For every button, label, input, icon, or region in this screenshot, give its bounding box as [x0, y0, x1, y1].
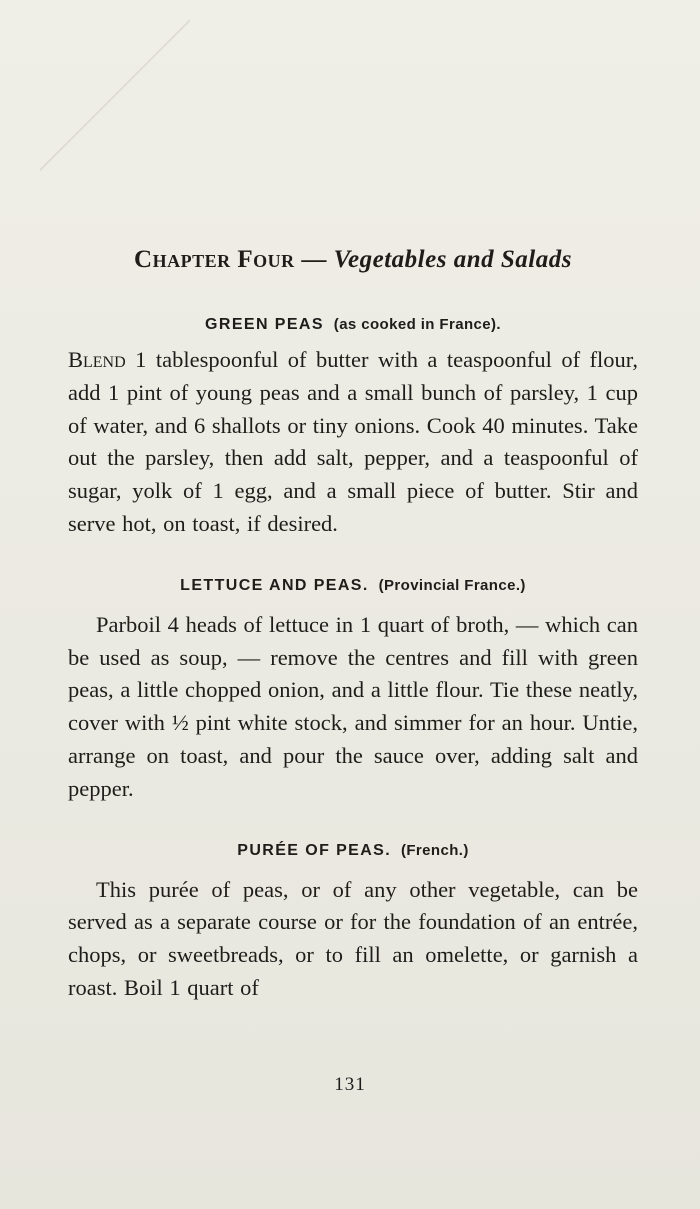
recipe-body-puree-of-peas: This purée of peas, or of any other vegetable, can be served as a separate course or for the foundation of an entrée, chops, or sweetbreads, or to fill an omelette, or garnish a roast. Boil 1 quart of: [68, 876, 638, 1000]
recipe-title-text: LETTUCE AND PEAS.: [180, 576, 369, 594]
recipe-title-puree-of-peas: [68, 842, 638, 860]
recipe-title-lettuce-and-peas: [68, 577, 638, 595]
recipe-title-text: GREEN PEAS: [205, 316, 324, 333]
recipe-title-note: (Provincial France.): [378, 576, 526, 594]
recipe-lead-word: Blend: [68, 347, 126, 372]
recipe-title-note: (as cooked in France).: [333, 316, 501, 333]
chapter-label: Chapter Four: [134, 246, 295, 273]
recipe-body-lettuce-and-peas: Parboil 4 heads of lettuce in 1 quart of broth, — which can be used as soup, — remove the centres and fill with green peas, a little chopped onion, and a little flour. Tie these neatly, cover with ½ pint white stock, and simmer for an hour. Untie, arrange on toast, and pour the sauce over, adding salt and pepper.: [68, 611, 638, 801]
recipe-body-text: 1 tablespoonful of butter with a teaspoonful of flour, add 1 pint of young peas and a small bunch of parsley, 1 cup of water, and 6 shallots or tiny onions. Cook 40 minutes. Take out the parsley, then add salt, pepper, and a teaspoonful of sugar, yolk of 1 egg, and a small piece of butter. Stir and serve hot, on toast, if desired.: [68, 347, 638, 536]
recipe-body-green-peas: [68, 344, 638, 541]
recipe-title-text: PURÉE OF PEAS.: [237, 841, 392, 859]
chapter-heading: [68, 246, 638, 274]
page-content: [68, 246, 638, 1005]
page-fold-crease: [40, 0, 190, 190]
recipe-title-green-peas: [68, 316, 638, 334]
chapter-dash: —: [294, 246, 334, 273]
chapter-title: Vegetables and Salads: [333, 246, 572, 273]
recipe-title-note: (French.): [400, 841, 469, 859]
page-number: 131: [334, 1074, 366, 1095]
